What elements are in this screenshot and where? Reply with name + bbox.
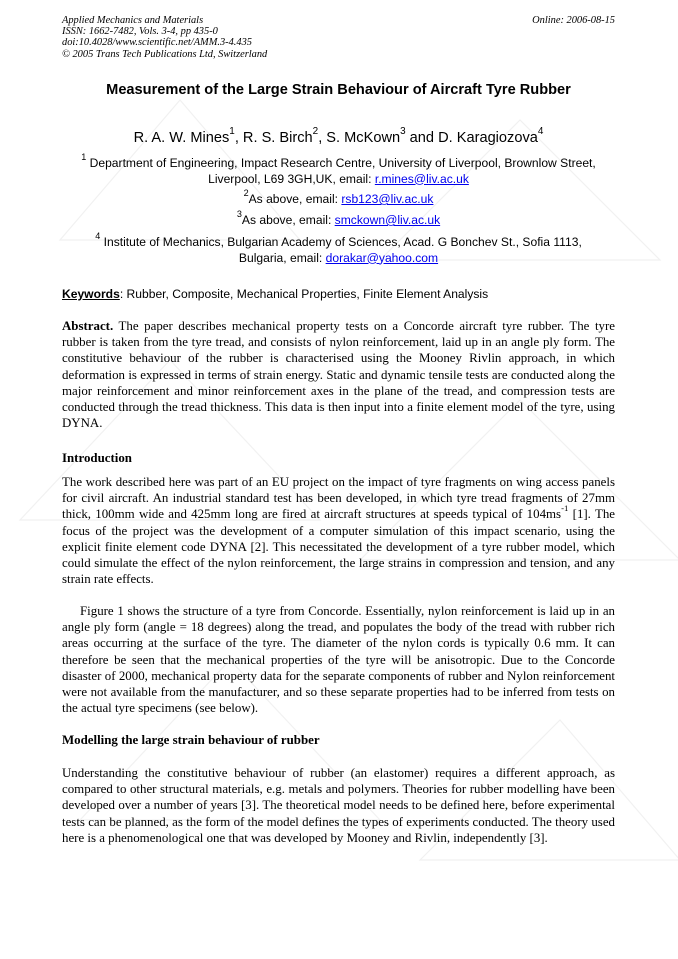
introduction-paragraph-2: Figure 1 shows the structure of a tyre from Concorde. Essentially, nylon reinforcement is laid up in an angle ply form (angle = 18 degrees) along the tread, and populates the body of the tread with rubber rich areas occurring at the surface of the tyre. The diameter of the nylon cords is typically 0.6 mm. It can therefore be seen that the mechanical properties of the tyre will be anisotropic. Due to the Concorde disaster of 2000, mechanical property data for the separate components of rubber and Nylon reinforcement were not available from the manufacturer, and so these separate properties had to be inferred from tests on the actual tyre specimens (see below). [62, 604, 615, 716]
email-link[interactable]: dorakar@yahoo.com [325, 250, 439, 265]
author-affiliation-mark: 2 [312, 126, 319, 138]
affiliation-1 [62, 152, 615, 187]
author-separator: and [405, 130, 439, 146]
author-affiliation-mark: 1 [229, 126, 235, 138]
email-link[interactable]: smckown@liv.ac.uk [334, 213, 441, 227]
email-link[interactable]: r.mines@liv.ac.uk [374, 171, 469, 186]
affiliation-text: Liverpool, L69 3GH,UK, email: [208, 171, 375, 186]
abstract-label: Abstract. [62, 319, 114, 333]
author-affiliation-mark: 3 [400, 126, 406, 138]
journal-copyright: © 2005 Trans Tech Publications Ltd, Switzerland [62, 48, 268, 60]
affiliation-mark: 2 [243, 188, 249, 199]
affiliation-text: Institute of Mechanics, Bulgarian Academy of Sciences, Acad. G Bonchev St., Sofia 1113, [103, 235, 582, 249]
affiliation-text: Department of Engineering, Impact Research Centre, University of Liverpool, Brownlow Street, [89, 156, 596, 170]
journal-doi: doi:10.4028/www.scientific.net/AMM.3-4.435 [62, 37, 252, 49]
affiliation-4 [62, 231, 615, 266]
keywords-label: Keywords [62, 287, 120, 301]
author-name: R. S. Birch [242, 130, 313, 146]
keywords-line [62, 287, 615, 301]
introduction-heading: Introduction [62, 451, 132, 465]
modelling-paragraph-1: Understanding the constitutive behaviour of rubber (an elastomer) requires a different approach, as compared to other structural materials, e.g. metals and polymers. Theories for rubber modelling have been developed over a number of years [3]. The theoretical model needs to be defined here, before experimental tests can be planned, as the form of the model defines the types of experiments conducted. The theory used here is a phenomenological one that was developed by Mooney and Rivlin, independently [3]. [62, 766, 615, 845]
paragraph-text: [1]. The focus of the project was the development of a computer simulation of this impact scenario, using the explicit finite element code DYNA [2]. This necessitated the development of a tyre rubber model, which could simulate the effect of the nylon reinforcement, the large strains in compression and tension, and any strain rate effects. [62, 507, 615, 587]
modelling-heading: Modelling the large strain behaviour of rubber [62, 733, 320, 747]
unit-exponent: -1 [561, 503, 569, 514]
paper-title: Measurement of the Large Strain Behaviour of Aircraft Tyre Rubber [106, 82, 571, 98]
abstract-text: The paper describes mechanical property tests on a Concorde aircraft tyre rubber. The tyre rubber is taken from the tyre tread, and consists of nylon reinforcement, laid up in an angle ply form. The constitutive behaviour of the rubber is characterised using the Mooney Rivlin approach, in which deformation is expressed in terms of strain energy. Static and dynamic tensile tests are conducted along the major reinforcement and minor reinforcement axes in the plane of the tread, and compression tests are conducted through the tread thickness. This data is then input into a finite element model of the tyre, using DYNA. [62, 319, 615, 431]
author-name: R. A. W. Mines [133, 130, 230, 146]
affiliation-3 [62, 209, 615, 229]
author-affiliation-mark: 4 [537, 126, 544, 138]
online-date: Online: 2006-08-15 [532, 15, 615, 26]
introduction-paragraph-1 [62, 474, 615, 587]
affiliation-mark: 4 [95, 231, 101, 242]
paragraph-text: The work described here was part of an EU project on the impact of tyre fragments on wing access panels for civil aircraft. An industrial standard test has been developed, in which tyre tread fragments of 27mm thick, 100mm wide and 425mm long are fired at aircraft structures at speeds typical of 104ms [62, 475, 615, 522]
affiliation-text: Bulgaria, email: [238, 250, 326, 265]
affiliation-2 [62, 188, 615, 208]
abstract-paragraph [62, 318, 615, 431]
affiliation-text: As above, email: [241, 213, 335, 227]
email-link[interactable]: rsb123@liv.ac.uk [341, 192, 434, 206]
affiliation-mark: 3 [236, 209, 242, 220]
affiliation-text: As above, email: [248, 192, 342, 206]
author-list [62, 126, 615, 146]
journal-header [62, 15, 615, 60]
author-separator: , [234, 130, 243, 146]
author-separator: , [318, 130, 327, 146]
affiliation-mark: 1 [81, 152, 87, 163]
journal-name: Applied Mechanics and Materials [62, 15, 204, 26]
journal-issn: ISSN: 1662-7482, Vols. 3-4, pp 435-0 [62, 26, 218, 38]
author-name: D. Karagiozova [438, 130, 538, 146]
keywords-text: : Rubber, Composite, Mechanical Properties, Finite Element Analysis [119, 287, 489, 301]
author-name: S. McKown [326, 130, 401, 146]
